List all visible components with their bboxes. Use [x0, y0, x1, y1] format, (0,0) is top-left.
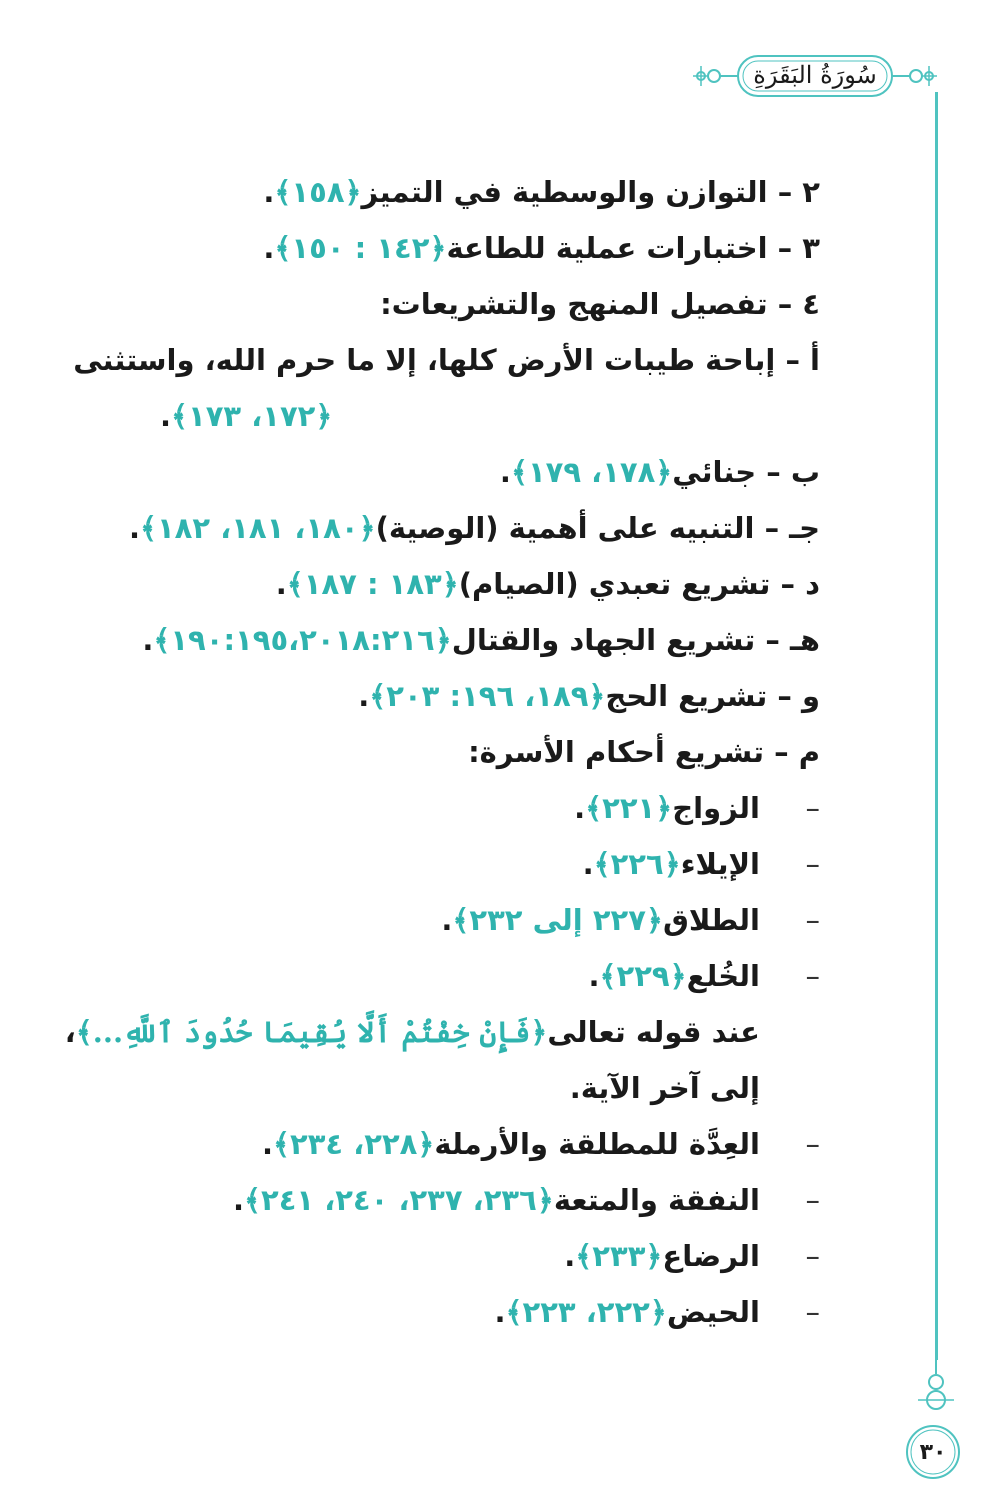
dash-bullet: –	[805, 847, 820, 882]
verse-ref: ﴿٢٣٦، ٢٣٧، ٢٤٠، ٢٤١﴾	[244, 1183, 554, 1218]
verse-ref: ﴿٢٣٣﴾	[575, 1239, 663, 1274]
family-item: – الخُلع ﴿٢٢٩﴾ .	[160, 949, 820, 1005]
quran-quote: ﴿فَإِنْ خِفْتُمْ أَلَّا يُقِيمَا حُدُودَ ٱللَّهِ...﴾	[75, 1015, 548, 1050]
verse-ref: ﴿٢٢٨، ٢٣٤﴾	[273, 1127, 435, 1162]
family-item: – الإيلاء ﴿٢٢٦﴾ .	[160, 837, 820, 893]
page-frame-line	[935, 92, 938, 1360]
verse-note-continuation: إلى آخر الآية.	[569, 1071, 760, 1106]
list-item: جـ – التنبيه على أهمية (الوصية) ﴿١٨٠، ١٨١، ١٨٢﴾ .	[160, 501, 820, 557]
list-item: ٣ – اختبارات عملية للطاعة ﴿١٤٢ : ١٥٠﴾ .	[160, 221, 820, 277]
verse-ref: ﴿١٥٨﴾	[274, 175, 362, 210]
list-item: ٢ – التوازن والوسطية في التميز ﴿١٥٨﴾ .	[160, 165, 820, 221]
verse-ref: ﴿١٨٣ : ١٨٧﴾	[286, 567, 459, 602]
list-item: د – تشريع تعبدي (الصيام) ﴿١٨٣ : ١٨٧﴾ .	[160, 557, 820, 613]
list-item-continuation: ﴿١٧٢، ١٧٣﴾ .	[160, 389, 820, 445]
dash-bullet: –	[805, 1127, 820, 1162]
family-item: – الحيض ﴿٢٢٢، ٢٢٣﴾ .	[160, 1285, 820, 1341]
list-item: و – تشريع الحج ﴿١٨٩، ١٩٦: ٢٠٣﴾ .	[160, 669, 820, 725]
list-item: ب – جنائي ﴿١٧٨، ١٧٩﴾ .	[160, 445, 820, 501]
family-item: – الزواج ﴿٢٢١﴾ .	[160, 781, 820, 837]
verse-ref: ﴿٢٢٦﴾	[593, 847, 681, 882]
verse-ref: ﴿١٧٨، ١٧٩﴾	[510, 455, 673, 490]
dash-bullet: –	[805, 959, 820, 994]
dash-bullet: –	[805, 791, 820, 826]
page-footer	[888, 1360, 988, 1480]
section-heading: م – تشريع أحكام الأسرة:	[468, 735, 820, 770]
family-item: – النفقة والمتعة ﴿٢٣٦، ٢٣٧، ٢٤٠، ٢٤١﴾ .	[160, 1173, 820, 1229]
dash-bullet: –	[805, 1183, 820, 1218]
family-item: – الطلاق ﴿٢٢٧ إلى ٢٣٢﴾ .	[160, 893, 820, 949]
verse-ref: ﴿١٨٠، ١٨١، ١٨٢﴾	[139, 511, 376, 546]
surah-header	[690, 50, 940, 102]
verse-ref: ﴿٢٢٩﴾	[599, 959, 687, 994]
verse-ref: ﴿١٨٩، ١٩٦: ٢٠٣﴾	[369, 679, 606, 714]
section-heading: ٤ – تفصيل المنهج والتشريعات:	[380, 287, 820, 322]
page-number: ٣٠	[919, 1439, 947, 1465]
dash-bullet: –	[805, 903, 820, 938]
verse-ref: ﴿٢٢٢، ٢٢٣﴾	[505, 1295, 667, 1330]
list-item: أ – إباحة طيبات الأرض كلها، إلا ما حرم الله، واستثنى	[73, 343, 820, 378]
verse-note: عند قوله تعالى ﴿فَإِنْ خِفْتُمْ أَلَّا يُقِيمَا حُدُودَ ٱللَّهِ...﴾ ،	[160, 1005, 820, 1061]
verse-ref: ﴿٢٢٧ إلى ٢٣٢﴾	[452, 903, 663, 938]
verse-ref: ﴿١٩٠:١٩٥،٢٠١٨:٢١٦﴾	[153, 623, 452, 658]
dash-bullet: –	[805, 1295, 820, 1330]
family-item: – الرضاع ﴿٢٣٣﴾ .	[160, 1229, 820, 1285]
list-item: هـ – تشريع الجهاد والقتال ﴿١٩٠:١٩٥،٢٠١٨:٢١٦﴾ .	[160, 613, 820, 669]
verse-ref: ﴿١٤٢ : ١٥٠﴾	[274, 231, 447, 266]
verse-ref: ﴿٢٢١﴾	[585, 791, 673, 826]
verse-ref: ﴿١٧٢، ١٧٣﴾	[171, 399, 333, 434]
surah-title: سُورَةُ البَقَرَةِ	[753, 61, 877, 89]
family-item: – العِدَّة للمطلقة والأرملة ﴿٢٢٨، ٢٣٤﴾ .	[160, 1117, 820, 1173]
page-content	[64, 165, 820, 1341]
dash-bullet: –	[805, 1239, 820, 1274]
